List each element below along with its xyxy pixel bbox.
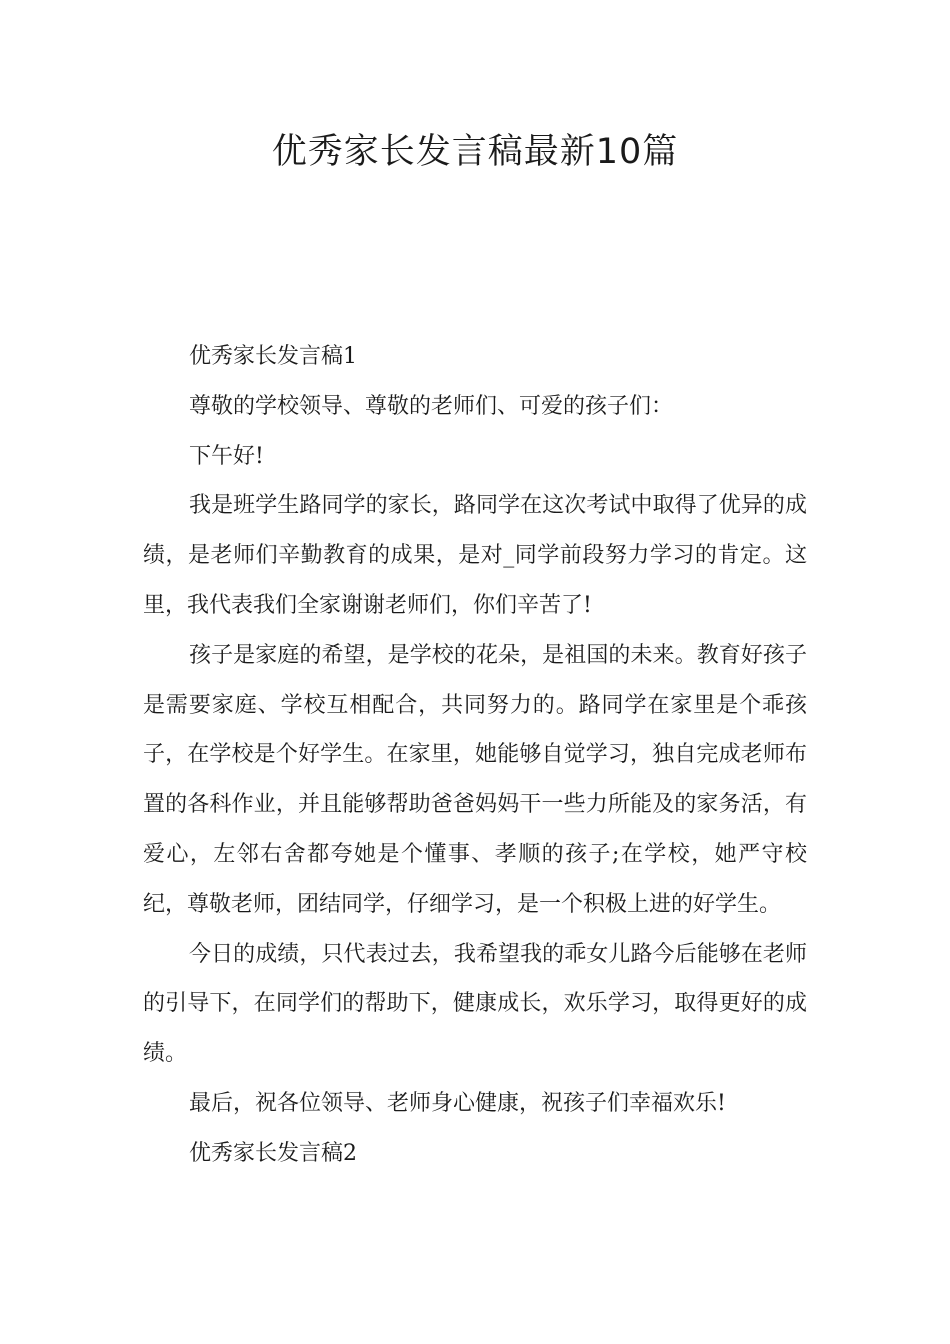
section-heading-2: 优秀家长发言稿2 xyxy=(189,1140,357,1166)
paragraph-closing-wishes: 最后，祝各位领导、老师身心健康，祝孩子们幸福欢乐! xyxy=(189,1090,726,1116)
document-body xyxy=(143,332,807,1179)
paragraph-intro: 我是班学生路同学的家长，路同学在这次考试中取得了优异的成绩，是老师们辛勤教育的成果，是对_同学前段努力学习的肯定。这里，我代表我们全家谢谢老师们，你们辛苦了! xyxy=(143,493,807,618)
document-title: 优秀家长发言稿最新10篇 xyxy=(271,132,679,172)
salutation: 尊敬的学校领导、尊敬的老师们、可爱的孩子们： xyxy=(189,393,674,419)
section-heading-1: 优秀家长发言稿1 xyxy=(189,344,357,369)
greeting: 下午好! xyxy=(189,443,264,469)
paragraph-future-hope: 今日的成绩，只代表过去，我希望我的乖女儿路今后能够在老师的引导下，在同学们的帮助下，健康成长，欢乐学习，取得更好的成绩。 xyxy=(143,941,807,1067)
paragraph-child-description: 孩子是家庭的希望，是学校的花朵，是祖国的未来。教育好孩子是需要家庭、学校互相配合，共同努力的。路同学在家里是个乖孩子，在学校是个好学生。在家里，她能够自觉学习，独自完成老师布置的各科作业，并且能够帮助爸爸妈妈干一些力所能及的家务活，有爱心，左邻右舍都夸她是个懂事、孝顺的孩子;在学校，她严守校纪，尊敬老师，团结同学，仔细学习，是一个积极上进的好学生。 xyxy=(143,642,807,917)
